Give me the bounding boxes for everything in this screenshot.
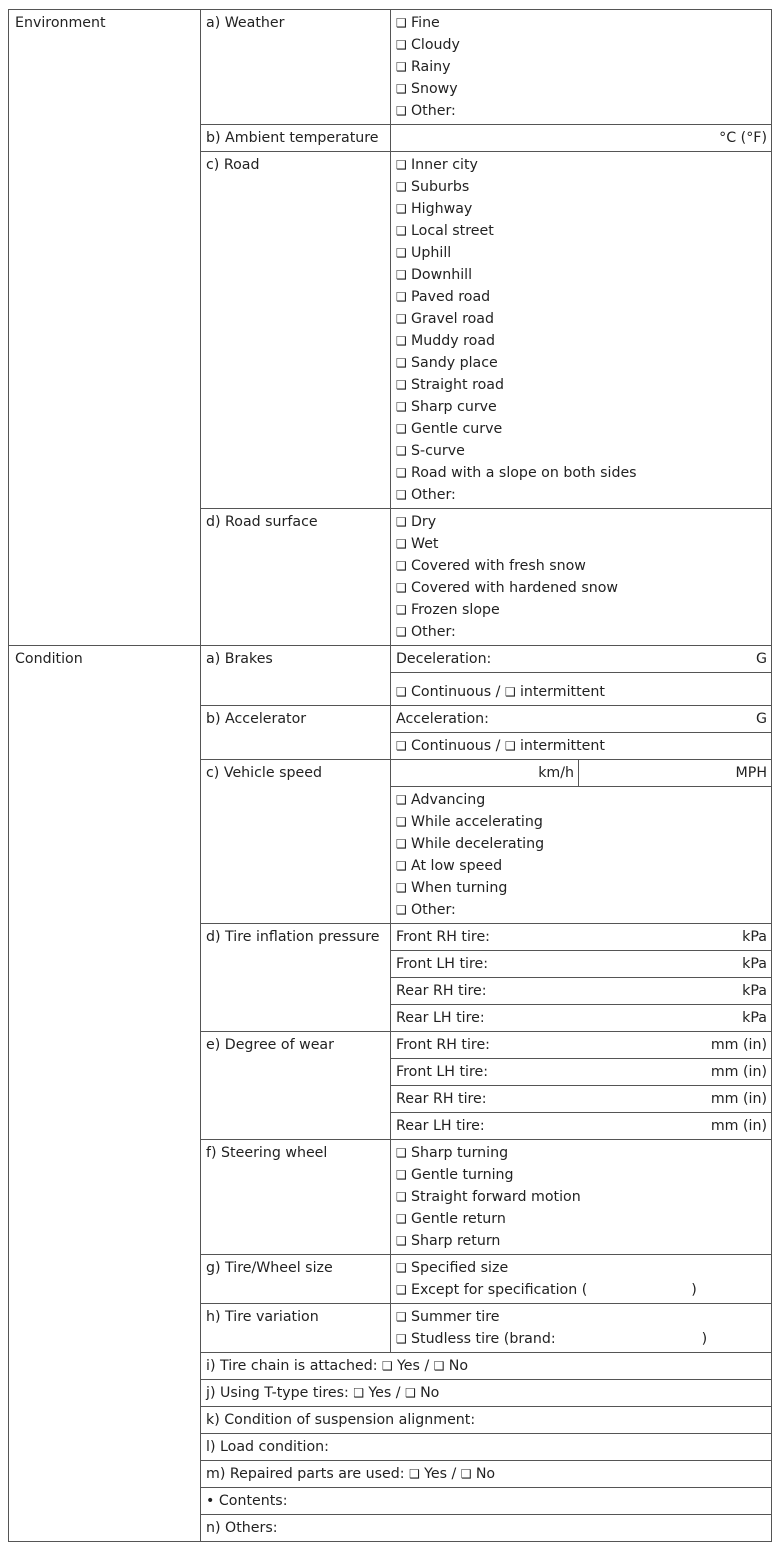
option[interactable]: ❑ Gravel road (396, 308, 767, 330)
option[interactable]: ❑ Other: (396, 100, 767, 122)
acceleration-field[interactable]: Acceleration: G (391, 706, 772, 733)
speed-label: c) Vehicle speed (201, 760, 391, 924)
speed-options (391, 787, 772, 924)
checkbox-icon[interactable]: ❑ (396, 537, 407, 551)
pressure-field[interactable]: Rear LH tire: kPa (391, 1005, 772, 1032)
ambient-field[interactable] (391, 125, 772, 152)
surface-options (391, 509, 772, 646)
option[interactable]: ❑ Snowy (396, 78, 767, 100)
option[interactable]: ❑ Studless tire (brand: ) (396, 1328, 767, 1350)
option[interactable]: ❑ Inner city (396, 154, 767, 176)
checkbox-icon[interactable]: ❑ (396, 444, 407, 458)
option[interactable]: ❑ Straight forward motion (396, 1186, 767, 1208)
checkbox-icon[interactable]: ❑ (396, 581, 407, 595)
brakes-row-1 (9, 646, 772, 673)
checkbox-icon[interactable]: ❑ (396, 515, 407, 529)
checkbox-icon[interactable]: ❑ (405, 1386, 416, 1400)
checkbox-icon[interactable]: ❑ (396, 158, 407, 172)
option[interactable]: ❑ Summer tire (396, 1306, 767, 1328)
checkbox-icon[interactable]: ❑ (396, 815, 407, 829)
option[interactable]: ❑ Rainy (396, 56, 767, 78)
option[interactable]: ❑ Cloudy (396, 34, 767, 56)
checkbox-icon[interactable]: ❑ (396, 378, 407, 392)
suspension-field[interactable]: k) Condition of suspension alignment: (201, 1407, 772, 1434)
accel-label: b) Accelerator (201, 706, 391, 760)
wear-field[interactable]: Rear LH tire: mm (in) (391, 1113, 772, 1140)
checkbox-icon[interactable]: ❑ (460, 1467, 472, 1481)
option[interactable]: ❑ Gentle turning (396, 1164, 767, 1186)
ambient-unit: °C (°F) (719, 130, 767, 146)
checkbox-icon[interactable]: ❑ (504, 739, 516, 753)
option[interactable]: ❑ While decelerating (396, 833, 767, 855)
option[interactable]: ❑ Other: (396, 484, 767, 506)
pressure-field[interactable]: Front RH tire: kPa (391, 924, 772, 951)
option[interactable]: ❑ Wet (396, 533, 767, 555)
option[interactable]: ❑ Fine (396, 12, 767, 34)
size-label: g) Tire/Wheel size (201, 1255, 391, 1304)
weather-options (391, 10, 772, 125)
option[interactable]: ❑ Straight road (396, 374, 767, 396)
checkbox-icon[interactable]: ❑ (396, 625, 407, 639)
steering-options (391, 1140, 772, 1255)
checkbox-icon[interactable]: ❑ (396, 38, 407, 52)
checkbox-icon[interactable]: ❑ (396, 466, 407, 480)
checkbox-icon[interactable]: ❑ (396, 246, 407, 260)
option[interactable]: ❑ Other: (396, 621, 767, 643)
checkbox-icon[interactable]: ❑ (396, 400, 407, 414)
checkbox-icon[interactable]: ❑ (396, 488, 407, 502)
checkbox-icon[interactable]: ❑ (396, 1234, 407, 1248)
pressure-label: d) Tire inflation pressure (201, 924, 391, 1032)
checkbox-icon[interactable]: ❑ (396, 202, 407, 216)
wear-label: e) Degree of wear (201, 1032, 391, 1140)
load-field[interactable]: l) Load condition: (201, 1434, 772, 1461)
option[interactable]: ❑ Muddy road (396, 330, 767, 352)
option[interactable]: ❑ Suburbs (396, 176, 767, 198)
surface-label: d) Road surface (201, 509, 391, 646)
ambient-label: b) Ambient temperature (201, 125, 391, 152)
checkbox-icon[interactable]: ❑ (396, 559, 407, 573)
pressure-field[interactable]: Front LH tire: kPa (391, 951, 772, 978)
brakes-label: a) Brakes (201, 646, 391, 706)
option[interactable]: ❑ When turning (396, 877, 767, 899)
option[interactable]: ❑ Uphill (396, 242, 767, 264)
inspection-form-table (8, 9, 772, 1542)
option[interactable]: ❑ Covered with fresh snow (396, 555, 767, 577)
checkbox-icon[interactable]: ❑ (433, 1359, 445, 1373)
option[interactable]: ❑ Dry (396, 511, 767, 533)
checkbox-icon[interactable]: ❑ (396, 104, 407, 118)
option[interactable]: ❑ Paved road (396, 286, 767, 308)
repaired-field: m) Repaired parts are used: ❑ Yes / ❑ No (201, 1461, 772, 1488)
speed-mph-field[interactable]: MPH (579, 760, 772, 787)
checkbox-icon[interactable]: ❑ (396, 837, 407, 851)
checkbox-icon[interactable]: ❑ (396, 603, 407, 617)
option[interactable]: ❑ Advancing (396, 789, 767, 811)
checkbox-icon[interactable]: ❑ (396, 16, 407, 30)
checkbox-icon[interactable]: ❑ (504, 685, 516, 699)
steering-label: f) Steering wheel (201, 1140, 391, 1255)
checkbox-icon[interactable]: ❑ (396, 356, 407, 370)
checkbox-icon[interactable]: ❑ (396, 290, 407, 304)
checkbox-icon[interactable]: ❑ (396, 82, 407, 96)
option[interactable]: ❑ Frozen slope (396, 599, 767, 621)
checkbox-icon[interactable]: ❑ (396, 793, 407, 807)
environment-label: Environment (9, 10, 201, 646)
option[interactable]: ❑ Sharp return (396, 1230, 767, 1252)
option[interactable]: ❑ At low speed (396, 855, 767, 877)
contents-field[interactable]: • Contents: (201, 1488, 772, 1515)
checkbox-icon[interactable]: ❑ (396, 1283, 407, 1297)
road-label: c) Road (201, 152, 391, 509)
checkbox-icon[interactable]: ❑ (396, 1310, 407, 1324)
option[interactable]: ❑ Local street (396, 220, 767, 242)
checkbox-icon[interactable]: ❑ (396, 739, 407, 753)
option[interactable]: ❑ Road with a slope on both sides (396, 462, 767, 484)
size-options (391, 1255, 772, 1304)
checkbox-icon[interactable]: ❑ (396, 334, 407, 348)
checkbox-icon[interactable]: ❑ (396, 180, 407, 194)
option[interactable]: ❑ Sandy place (396, 352, 767, 374)
variation-options (391, 1304, 772, 1353)
option[interactable]: ❑ Sharp turning (396, 1142, 767, 1164)
option[interactable]: ❑ Except for specification ( ) (396, 1279, 767, 1301)
road-options (391, 152, 772, 509)
checkbox-icon[interactable]: ❑ (396, 1168, 407, 1182)
checkbox-icon[interactable]: ❑ (396, 881, 407, 895)
variation-label: h) Tire variation (201, 1304, 391, 1353)
option[interactable]: ❑ While accelerating (396, 811, 767, 833)
accel-mode: ❑ Continuous / ❑ intermittent (391, 733, 772, 760)
option[interactable]: ❑ Specified size (396, 1257, 767, 1279)
checkbox-icon[interactable]: ❑ (396, 1261, 407, 1275)
checkbox-icon[interactable]: ❑ (396, 859, 407, 873)
deceleration-field[interactable]: Deceleration: G (391, 646, 772, 673)
pressure-field[interactable]: Rear RH tire: kPa (391, 978, 772, 1005)
checkbox-icon[interactable]: ❑ (396, 685, 407, 699)
ttype-field: j) Using T-type tires: ❑ Yes / ❑ No (201, 1380, 772, 1407)
checkbox-icon[interactable]: ❑ (396, 268, 407, 282)
option[interactable]: ❑ Downhill (396, 264, 767, 286)
checkbox-icon[interactable]: ❑ (396, 903, 407, 917)
brakes-mode: ❑ Continuous / ❑ intermittent (391, 673, 772, 706)
option[interactable]: ❑ Covered with hardened snow (396, 577, 767, 599)
others-field[interactable]: n) Others: (201, 1515, 772, 1542)
checkbox-icon[interactable]: ❑ (382, 1359, 393, 1373)
checkbox-icon[interactable]: ❑ (396, 312, 407, 326)
speed-kmh-field[interactable]: km/h (391, 760, 579, 787)
option[interactable]: ❑ Highway (396, 198, 767, 220)
option[interactable]: ❑ Gentle curve (396, 418, 767, 440)
weather-label: a) Weather (201, 10, 391, 125)
checkbox-icon[interactable]: ❑ (396, 1146, 407, 1160)
option[interactable]: ❑ Other: (396, 899, 767, 921)
option[interactable]: ❑ Sharp curve (396, 396, 767, 418)
wear-field[interactable]: Front RH tire: mm (in) (391, 1032, 772, 1059)
option[interactable]: ❑ Gentle return (396, 1208, 767, 1230)
wear-field[interactable]: Front LH tire: mm (in) (391, 1059, 772, 1086)
condition-label: Condition (9, 646, 201, 1542)
wear-field[interactable]: Rear RH tire: mm (in) (391, 1086, 772, 1113)
weather-row (9, 10, 772, 125)
checkbox-icon[interactable]: ❑ (396, 60, 407, 74)
option[interactable]: ❑ S-curve (396, 440, 767, 462)
checkbox-icon[interactable]: ❑ (353, 1386, 365, 1400)
checkbox-icon[interactable]: ❑ (396, 1190, 407, 1204)
chain-field: i) Tire chain is attached: ❑ Yes / ❑ No (201, 1353, 772, 1380)
checkbox-icon[interactable]: ❑ (396, 422, 407, 436)
checkbox-icon[interactable]: ❑ (396, 1212, 407, 1226)
checkbox-icon[interactable]: ❑ (396, 224, 407, 238)
checkbox-icon[interactable]: ❑ (409, 1467, 420, 1481)
checkbox-icon[interactable]: ❑ (396, 1332, 407, 1346)
